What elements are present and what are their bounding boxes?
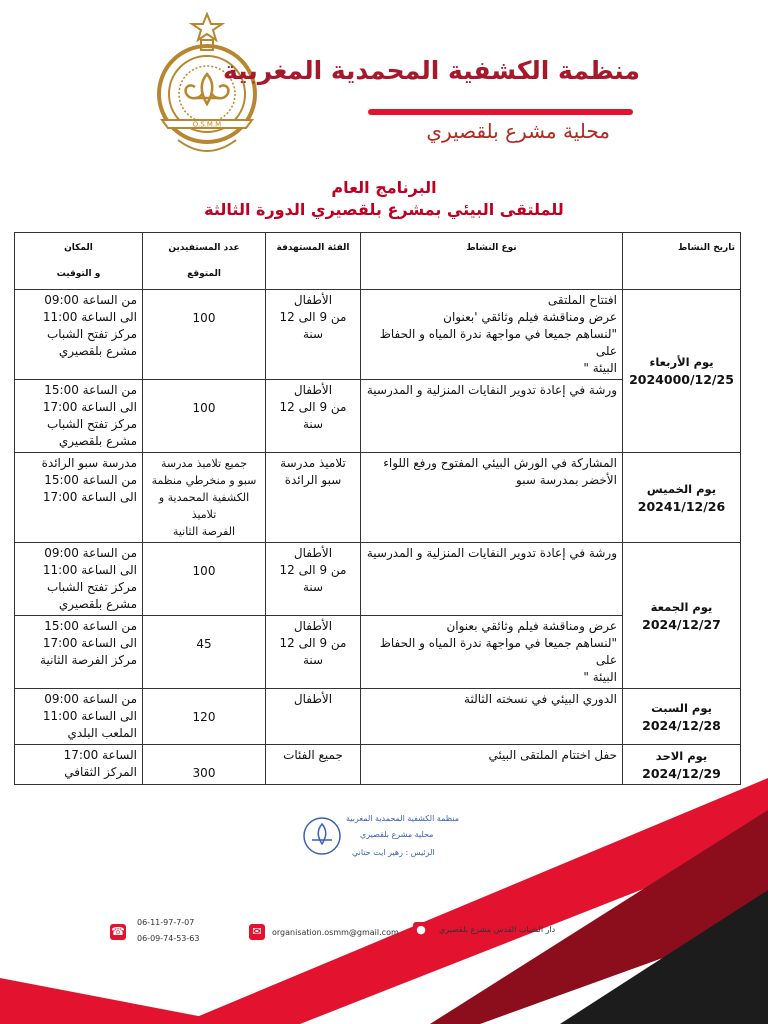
day-date: 2024/12/29 xyxy=(642,765,721,781)
place-and-time-line: من الساعة 09:00 xyxy=(44,293,137,307)
osmm-logo xyxy=(148,12,266,162)
beneficiary-count-value: 100 xyxy=(192,401,216,415)
activity-date xyxy=(623,290,741,453)
beneficiary-count-value: 45 xyxy=(196,637,212,651)
target-group-line: الأطفال xyxy=(293,619,333,633)
day-name: يوم الخميس xyxy=(646,481,717,496)
beneficiary-count xyxy=(143,290,266,380)
header-place: المكان و التوقيت xyxy=(15,233,143,290)
place-and-time xyxy=(15,290,143,380)
place-and-time-line: من الساعة 15:00 xyxy=(44,619,137,633)
target-group-line: جميع الفئات xyxy=(283,748,343,762)
target-group xyxy=(266,689,361,745)
day-name: يوم السبت xyxy=(651,700,712,715)
program-subtitle: للملتقى البيئي بمشرع بلقصيري الدورة الثالثة xyxy=(204,200,564,219)
stamp-line-2: محلية مشرع بلقصيري xyxy=(360,830,434,839)
place-and-time xyxy=(15,453,143,543)
beneficiary-count-line: جميع تلاميذ مدرسة xyxy=(160,457,248,470)
day-date: 20241/12/26 xyxy=(637,498,726,514)
place-and-time-line: الساعة 17:00 xyxy=(63,748,137,762)
beneficiary-count-line: سبو و منخرطي منظمة xyxy=(151,474,257,487)
email-address[interactable]: organisation.osmm@gmail.com xyxy=(272,928,399,937)
beneficiary-count xyxy=(143,543,266,616)
target-group-line: سنة xyxy=(302,417,324,431)
place-and-time-line: من الساعة 09:00 xyxy=(44,692,137,706)
beneficiary-count xyxy=(143,689,266,745)
stamp-line-1: منظمة الكشفية المحمدية المغربية xyxy=(346,814,460,823)
place-and-time-line: الملعب البلدي xyxy=(67,726,137,740)
svg-text:O.S.M.M: O.S.M.M xyxy=(192,120,222,129)
place-and-time xyxy=(15,380,143,453)
header-divider xyxy=(368,109,633,115)
program-table xyxy=(14,232,741,785)
header-count: عدد المستفيدين المتوقع xyxy=(143,233,266,290)
place-and-time-line: مدرسة سبو الرائدة xyxy=(41,456,137,470)
activity-type-line: حفل اختتام الملتقى البيئي xyxy=(488,748,617,762)
table-header-row xyxy=(15,233,741,290)
place-and-time-line: مشرع بلقصيري xyxy=(58,344,137,358)
activity-type-line: البيئة " xyxy=(583,361,617,375)
target-group xyxy=(266,290,361,380)
activity-type xyxy=(361,290,623,380)
target-group xyxy=(266,543,361,616)
activity-type-line: الدوري البيئي في نسخته الثالثة xyxy=(464,692,617,706)
table-row xyxy=(15,689,741,745)
target-group xyxy=(266,380,361,453)
activity-type-line: عرض ومناقشة فيلم وثائقي 'بعنوان xyxy=(443,310,617,324)
place-and-time-line: الى الساعة 17:00 xyxy=(42,636,137,650)
place-and-time-line: مركز الفرصة الثانية xyxy=(40,653,137,667)
target-group xyxy=(266,616,361,689)
target-group xyxy=(266,453,361,543)
target-group-line: الأطفال xyxy=(293,546,333,560)
beneficiary-count-line: الكشفية المحمدية و تلاميذ xyxy=(158,491,250,521)
place-and-time-line: مركز تفتح الشباب xyxy=(46,327,137,341)
target-group-line: الأطفال xyxy=(293,692,333,706)
target-group-line: سنة xyxy=(302,327,324,341)
target-group-line: من 9 الى 12 xyxy=(279,310,347,324)
phone-number-2: 06-09-74-53-63 xyxy=(137,934,200,943)
phone-number-1: 06-11-97-7-07 xyxy=(137,918,195,927)
table-row xyxy=(15,290,741,380)
location-icon: ● xyxy=(413,922,429,938)
official-stamp xyxy=(298,806,468,870)
local-branch-name: محلية مشرع بلقصيري xyxy=(426,119,610,143)
place-and-time-line: الى الساعة 11:00 xyxy=(42,310,137,324)
place-and-time-line: الى الساعة 11:00 xyxy=(42,709,137,723)
day-name: يوم الجمعة xyxy=(650,599,713,614)
activity-type-line: افتتاح الملتقى xyxy=(547,293,617,307)
activity-type-line: الأخضر بمدرسة سبو xyxy=(516,473,617,487)
target-group-line: الأطفال xyxy=(293,383,333,397)
beneficiary-count-value: 100 xyxy=(192,311,216,325)
place-and-time-line: مشرع بلقصيري xyxy=(58,597,137,611)
place-and-time xyxy=(15,689,143,745)
place-and-time-line: الى الساعة 11:00 xyxy=(42,563,137,577)
target-group-line: سبو الرائدة xyxy=(284,473,342,487)
stamp-line-3: الرئيس : زهير ايت حتاني xyxy=(352,848,435,857)
day-date: 2024/12/28 xyxy=(642,717,721,733)
beneficiary-count-value: 300 xyxy=(192,766,216,780)
email-icon: ✉ xyxy=(249,924,265,940)
activity-date xyxy=(623,543,741,689)
day-name: يوم الاحد xyxy=(655,748,708,763)
beneficiary-count-value: 100 xyxy=(192,564,216,578)
beneficiary-count xyxy=(143,380,266,453)
activity-type-line: ورشة في إعادة تدوير النفايات المنزلية و المدرسية xyxy=(366,383,617,397)
table-row xyxy=(15,453,741,543)
place-and-time-line: مشرع بلقصيري xyxy=(58,434,137,448)
place-and-time-line: الى الساعة 17:00 xyxy=(42,400,137,414)
beneficiary-count xyxy=(143,616,266,689)
place-and-time-line: من الساعة 09:00 xyxy=(44,546,137,560)
target-group-line: من 9 الى 12 xyxy=(279,563,347,577)
activity-type-line: البيئة " xyxy=(583,670,617,684)
target-group-line: من 9 الى 12 xyxy=(279,636,347,650)
place-and-time-line: المركز الثقافي xyxy=(64,765,137,779)
place-and-time xyxy=(15,543,143,616)
activity-type-line: ورشة في إعادة تدوير النفايات المنزلية و المدرسية xyxy=(366,546,617,560)
program-title: البرنامج العام xyxy=(331,178,437,197)
day-name: يوم الأربعاء xyxy=(649,355,714,369)
day-date: 2024/12/27 xyxy=(642,616,721,632)
activity-type-line: المشاركة في الورش البيئي المفتوح ورفع اللواء xyxy=(383,456,617,470)
target-group-line: من 9 الى 12 xyxy=(279,400,347,414)
place-and-time-line: مركز تفتح الشباب xyxy=(46,417,137,431)
activity-type-line: "لنساهم جميعا في مواجهة ندرة المياه و الحفاظ على xyxy=(379,327,617,358)
activity-date xyxy=(623,453,741,543)
activity-type xyxy=(361,689,623,745)
beneficiary-count xyxy=(143,453,266,543)
activity-type xyxy=(361,453,623,543)
place-and-time xyxy=(15,616,143,689)
header-activity: نوع النشاط xyxy=(361,233,623,290)
activity-type-line: "لنساهم جميعا في مواجهة ندرة المياه و الحفاظ على xyxy=(379,636,617,667)
header-target: الفئة المستهدفة xyxy=(266,233,361,290)
day-date: 2024000/12/25 xyxy=(629,372,734,387)
table-row xyxy=(15,543,741,616)
activity-date xyxy=(623,689,741,745)
activity-type xyxy=(361,380,623,453)
activity-type xyxy=(361,616,623,689)
target-group-line: سنة xyxy=(302,653,324,667)
place-and-time-line: الى الساعة 17:00 xyxy=(42,490,137,504)
beneficiary-count-value: 120 xyxy=(192,710,216,724)
table-body xyxy=(15,290,741,785)
place-and-time-line: من الساعة 15:00 xyxy=(44,473,137,487)
address: دار الشباب القدس مشرع بلقصيري xyxy=(439,925,556,934)
target-group-line: تلاميذ مدرسة xyxy=(280,456,346,470)
target-group-line: سنة xyxy=(302,580,324,594)
activity-type-line: عرض ومناقشة فيلم وثائقي بعنوان xyxy=(446,619,617,633)
organization-name: منظمة الكشفية المحمدية المغربية xyxy=(223,56,640,85)
place-and-time-line: من الساعة 15:00 xyxy=(44,383,137,397)
phone-icon: ☎ xyxy=(111,925,125,938)
header-date: تاريخ النشاط xyxy=(623,233,741,290)
target-group-line: الأطفال xyxy=(293,293,333,307)
place-and-time-line: مركز تفتح الشباب xyxy=(46,580,137,594)
activity-type xyxy=(361,543,623,616)
beneficiary-count-line: الفرصة الثانية xyxy=(172,525,236,538)
